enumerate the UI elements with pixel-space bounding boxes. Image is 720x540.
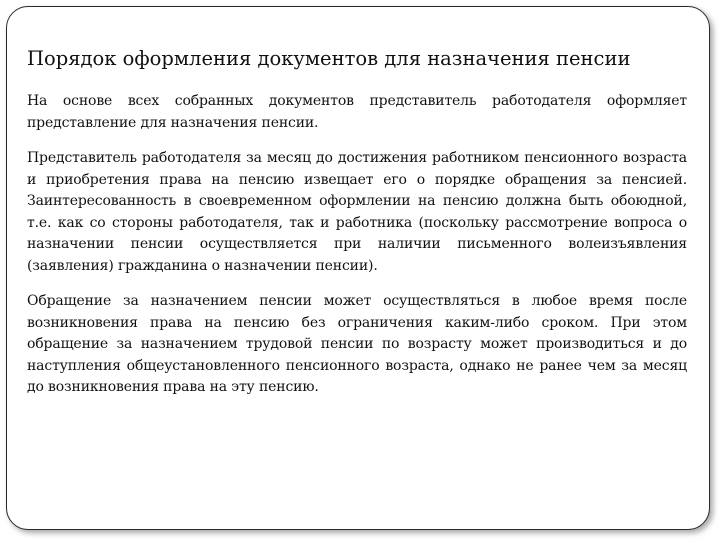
paragraph-1: На основе всех собранных документов представитель работодателя оформляет представление для назначения пенсии. — [27, 93, 687, 131]
slide-frame — [6, 6, 710, 530]
slide-content — [27, 45, 687, 413]
paragraph-3: Обращение за назначением пенсии может осуществляться в любое время после возникновения права на пенсию без ограничения каким-либо сроком. При этом обращение за назначением трудовой пенсии по возрасту может производиться и до наступления общеустановленного пенсионного возраста, однако не ранее чем за месяц до возникновения права на эту пенсию. — [27, 293, 687, 395]
paragraph-2: Представитель работодателя за месяц до достижения работником пенсионного возраста и приобретения права на пенсию извещает его о порядке обращения за пенсией. Заинтересованность в своевременном оформлении на пенсию должна быть обоюдной, т.е. как со стороны работодателя, так и работника (поскольку рассмотрение вопроса о назначении пенсии осуществляется при наличии письменного волеизъявления (заявления) гражданина о назначении пенсии). — [27, 150, 687, 274]
slide-title: Порядок оформления документов для назначения пенсии — [27, 47, 631, 70]
